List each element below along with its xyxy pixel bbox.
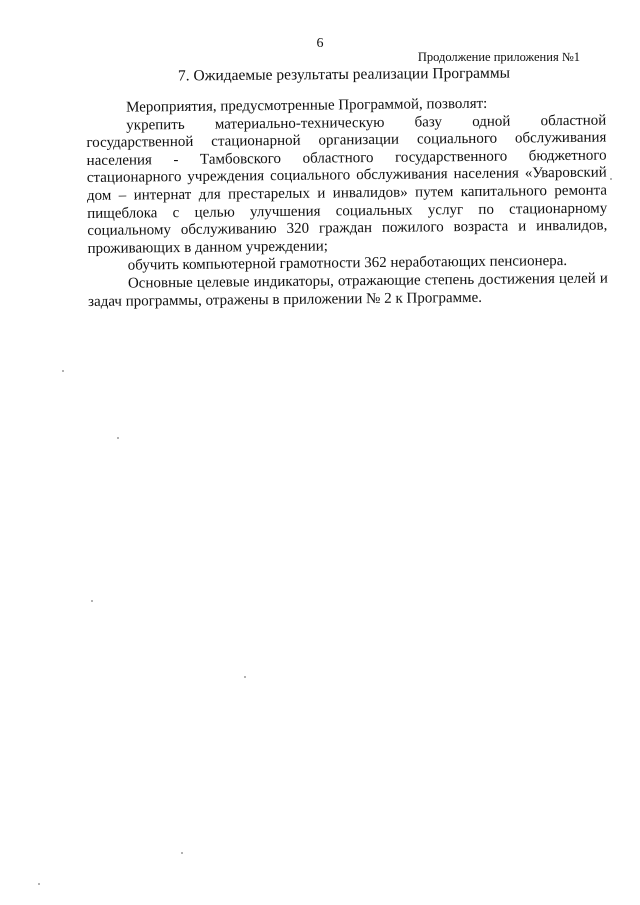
intro-paragraph: Мероприятия, предусмотренные Программой, позволят:: [125, 95, 488, 116]
scan-speck: [38, 883, 40, 885]
page-number: 6: [316, 36, 324, 51]
paragraph-computer-literacy: обучить компьютерной грамотности 362 неработающих пенсионера.: [127, 253, 568, 274]
scan-speck: [610, 178, 612, 180]
scan-speck: [62, 370, 64, 372]
scan-speck: [181, 852, 183, 854]
body-text: [86, 95, 608, 312]
appendix-continuation-note: Продолжение приложения №1: [417, 50, 580, 64]
scan-speck: [244, 676, 246, 678]
paragraph-target-indicators: Основные целевые индикаторы, отражающие степень достижения целей и задач программы, отражены в приложении № 2 к Программе.: [88, 270, 608, 310]
scan-speck: [91, 600, 93, 602]
section-heading: 7. Ожидаемые результаты реализации Программы: [177, 64, 511, 85]
paragraph-infrastructure: укрепить материально-техническую базу одной областной государственной стационарной организации социального обслуживания населения - Тамбовского областного государственного бюджетного стационарного учреждения социального обслуживания населения «Уваровский дом – интернат для престарелых и инвалидов» путем капитального ремонта пищеблока с целью улучшения социальных услуг по стационарному социальному обслуживанию 320 граждан пожилого возраста и инвалидов, проживающих в данном учреждении;: [86, 112, 608, 257]
scan-speck: [117, 437, 119, 439]
